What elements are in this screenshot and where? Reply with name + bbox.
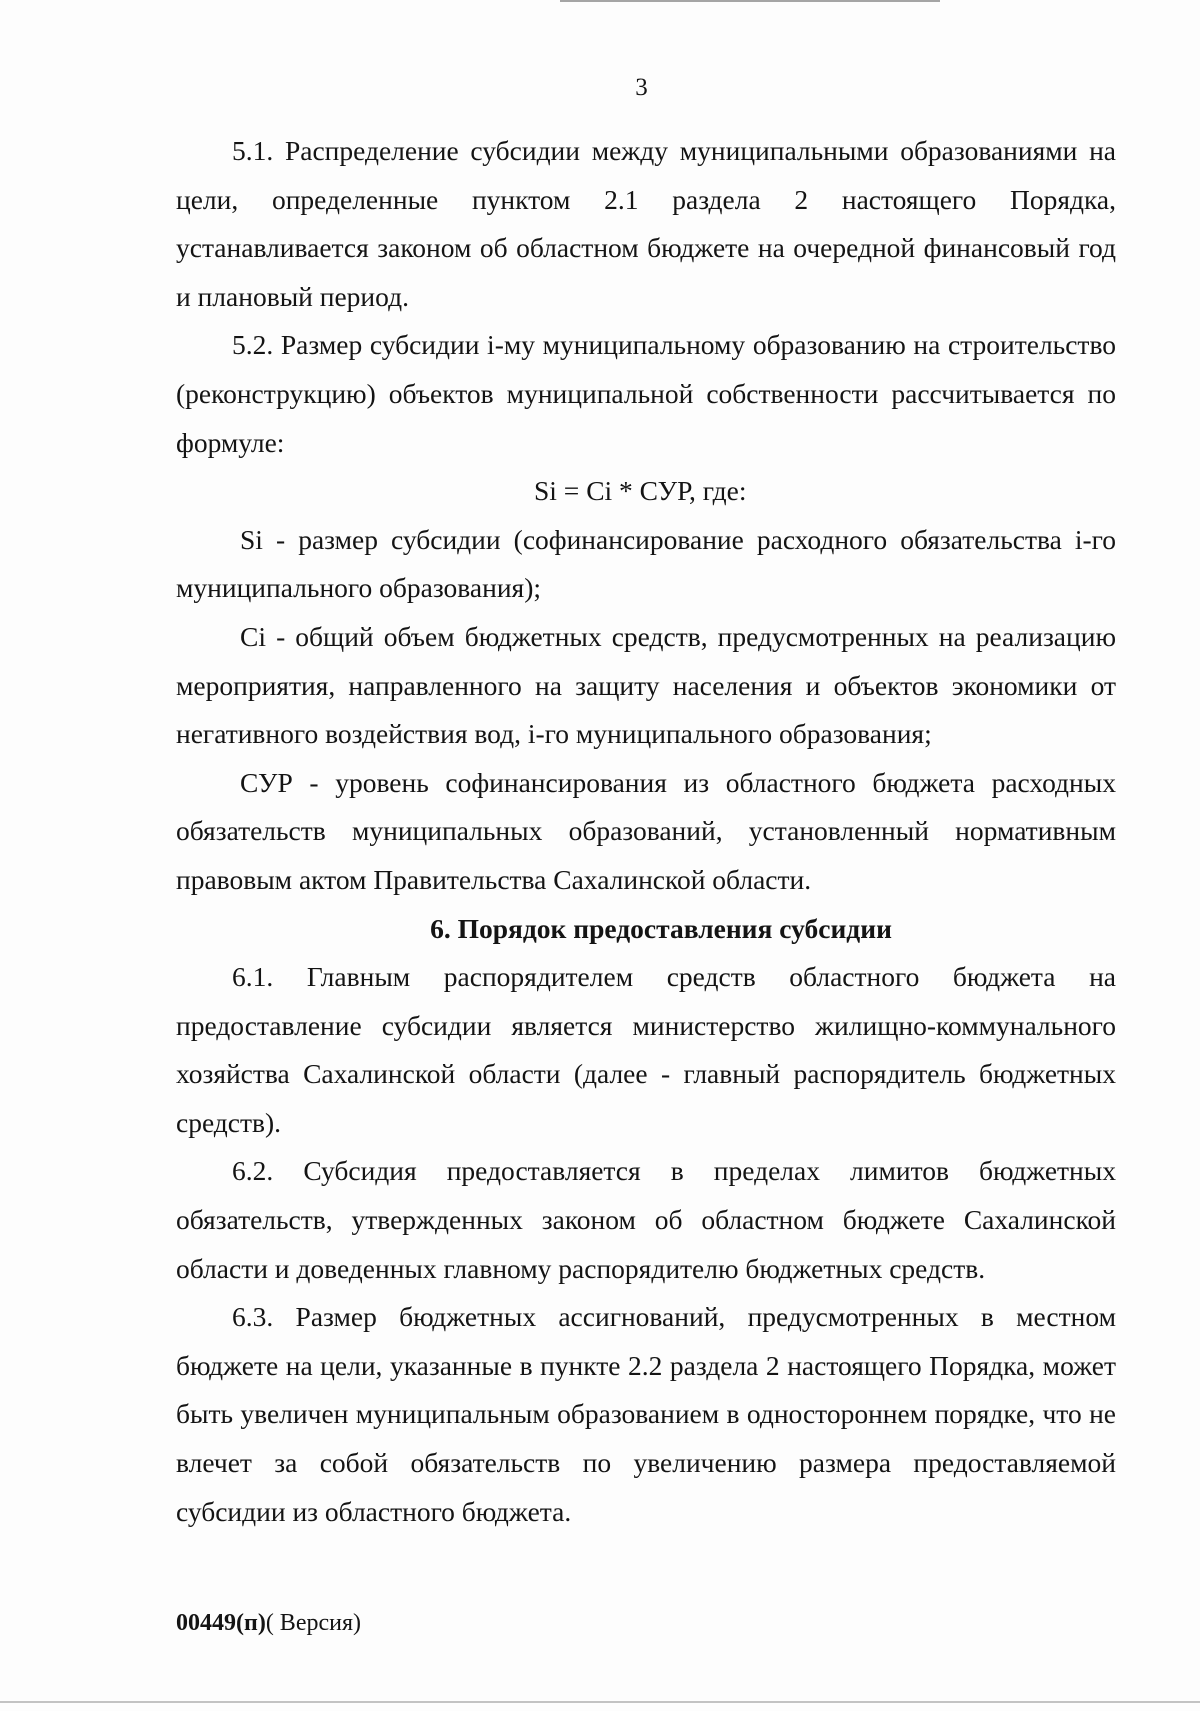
page-number: 3: [635, 74, 648, 101]
document-footer: [176, 1610, 361, 1637]
paragraph-6-1: 6.1. Главным распорядителем средств областного бюджета на предоставление субсидии является министерство жилищно-коммунального хозяйства Сахалинской области (далее - главный распорядитель бюджетных средств).: [176, 961, 1116, 1138]
definition-sur: СУР - уровень софинансирования из областного бюджета расходных обязательств муниципальных образований, установленный нормативным правовым актом Правительства Сахалинской области.: [176, 766, 1116, 895]
document-version: ( Версия): [265, 1610, 361, 1636]
paragraph-5-2: 5.2. Размер субсидии i-му муниципальному образованию на строительство (реконструкцию) объектов муниципальной собственности рассчитывается по формуле:: [176, 329, 1116, 458]
top-rule: [560, 0, 940, 2]
formula: Si = Ci * СУР, где:: [534, 475, 747, 507]
definition-si: Si - размер субсидии (софинансирование расходного обязательства i-го муниципального образования);: [176, 523, 1116, 604]
paragraph-6-2: 6.2. Субсидия предоставляется в пределах лимитов бюджетных обязательств, утвержденных законом об областном бюджете Сахалинской области и доведенных главному распорядителю бюджетных средств.: [176, 1155, 1116, 1284]
bottom-rule: [0, 1701, 1200, 1703]
section-heading-6: 6. Порядок предоставления субсидии: [430, 912, 892, 944]
paragraph-6-3: 6.3. Размер бюджетных ассигнований, предусмотренных в местном бюджете на цели, указанные в пункте 2.2 раздела 2 настоящего Порядка, может быть увеличен муниципальным образованием в одностороннем порядке, что не влечет за собой обязательств по увеличению размера предоставляемой субсидии из областного бюджета.: [176, 1301, 1116, 1527]
document-code: 00449(п): [176, 1610, 266, 1636]
definition-ci: Ci - общий объем бюджетных средств, предусмотренных на реализацию мероприятия, направленного на защиту населения и объектов экономики от негативного воздействия вод, i-го муниципального образования;: [176, 620, 1116, 750]
document-body: [176, 127, 1116, 1536]
paragraph-5-1: 5.1. Распределение субсидии между муниципальными образованиями на цели, определенные пунктом 2.1 раздела 2 настоящего Порядка, устанавливается законом об областном бюджете на очередной финансовый год и плановый период.: [176, 135, 1116, 312]
